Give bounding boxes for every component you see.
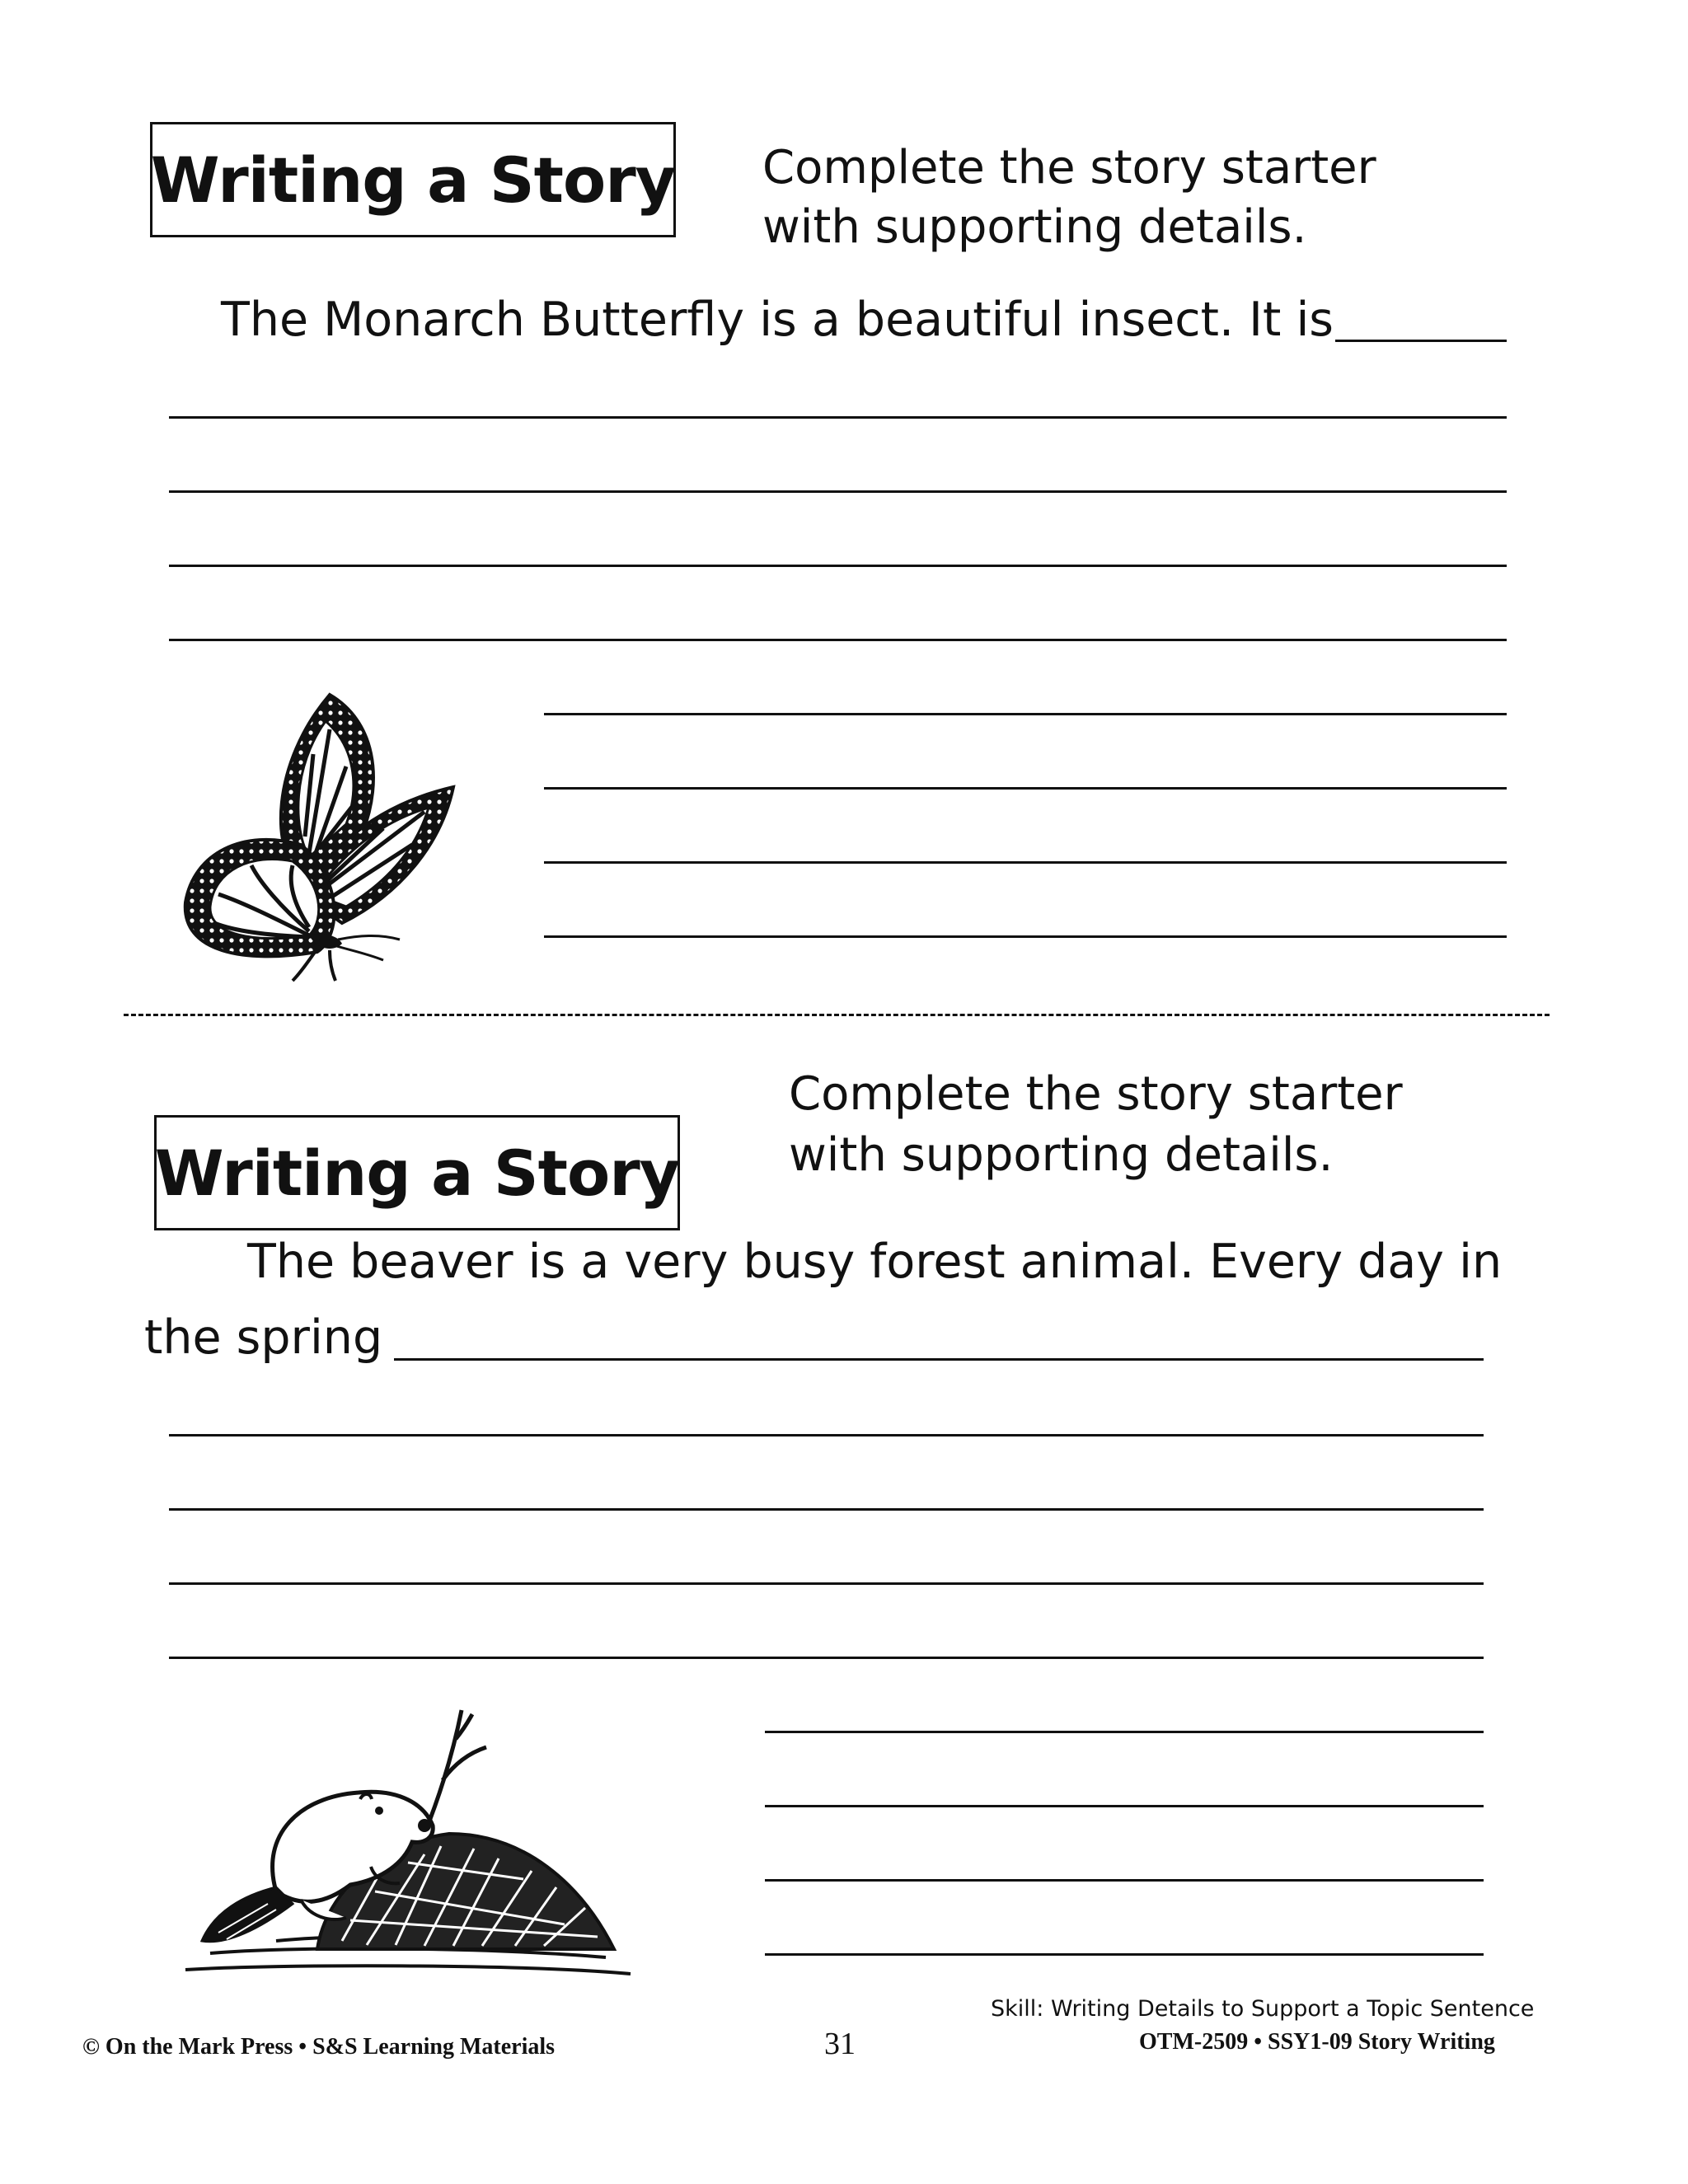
footer-page-number: 31: [824, 2027, 856, 2061]
section1-writing-line[interactable]: [169, 639, 1507, 641]
section2-instruction-line1: Complete the story starter: [789, 1067, 1403, 1121]
section1-instruction-line2: with supporting details.: [762, 200, 1307, 254]
section2-writing-line[interactable]: [765, 1731, 1484, 1733]
section2-starter-line2: the spring: [144, 1310, 383, 1365]
section2-writing-line[interactable]: [169, 1508, 1484, 1511]
section1-title: Writing a Story: [150, 143, 676, 217]
section2-starter-line1: The beaver is a very busy forest animal. Every day in: [247, 1235, 1503, 1289]
section1-starter-sentence: The Monarch Butterfly is a beautiful insect. It is: [221, 293, 1334, 347]
section1-writing-line[interactable]: [544, 935, 1507, 938]
section2-writing-line[interactable]: [169, 1582, 1484, 1585]
section2-writing-line[interactable]: [765, 1879, 1484, 1882]
section1-instruction-line1: Complete the story starter: [762, 141, 1376, 194]
section2-writing-line[interactable]: [169, 1657, 1484, 1659]
section1-writing-line[interactable]: [169, 416, 1507, 419]
section1-writing-line[interactable]: [544, 787, 1507, 790]
section1-writing-line[interactable]: [1335, 340, 1507, 342]
butterfly-illustration: [177, 688, 466, 985]
section2-writing-line[interactable]: [765, 1953, 1484, 1956]
section2-instruction-line2: with supporting details.: [789, 1128, 1334, 1182]
section2-writing-line[interactable]: [394, 1358, 1484, 1361]
section1-title-box: [150, 122, 676, 237]
section2-title: Writing a Story: [154, 1136, 680, 1210]
section1-writing-line[interactable]: [169, 490, 1507, 493]
section1-writing-line[interactable]: [544, 861, 1507, 864]
section2-title-box: [154, 1115, 680, 1230]
footer-product-code: OTM-2509 • SSY1-09 Story Writing: [1139, 2029, 1495, 2055]
section2-writing-line[interactable]: [765, 1805, 1484, 1807]
dashed-cut-line: [124, 1014, 1550, 1016]
section1-writing-line[interactable]: [544, 713, 1507, 715]
footer-copyright: © On the Mark Press • S&S Learning Materials: [82, 2034, 556, 2060]
section1-writing-line[interactable]: [169, 565, 1507, 567]
beaver-illustration: [177, 1702, 639, 1982]
footer-skill-text: Skill: Writing Details to Support a Topic Sentence: [991, 1996, 1535, 2022]
section2-writing-line[interactable]: [169, 1434, 1484, 1436]
